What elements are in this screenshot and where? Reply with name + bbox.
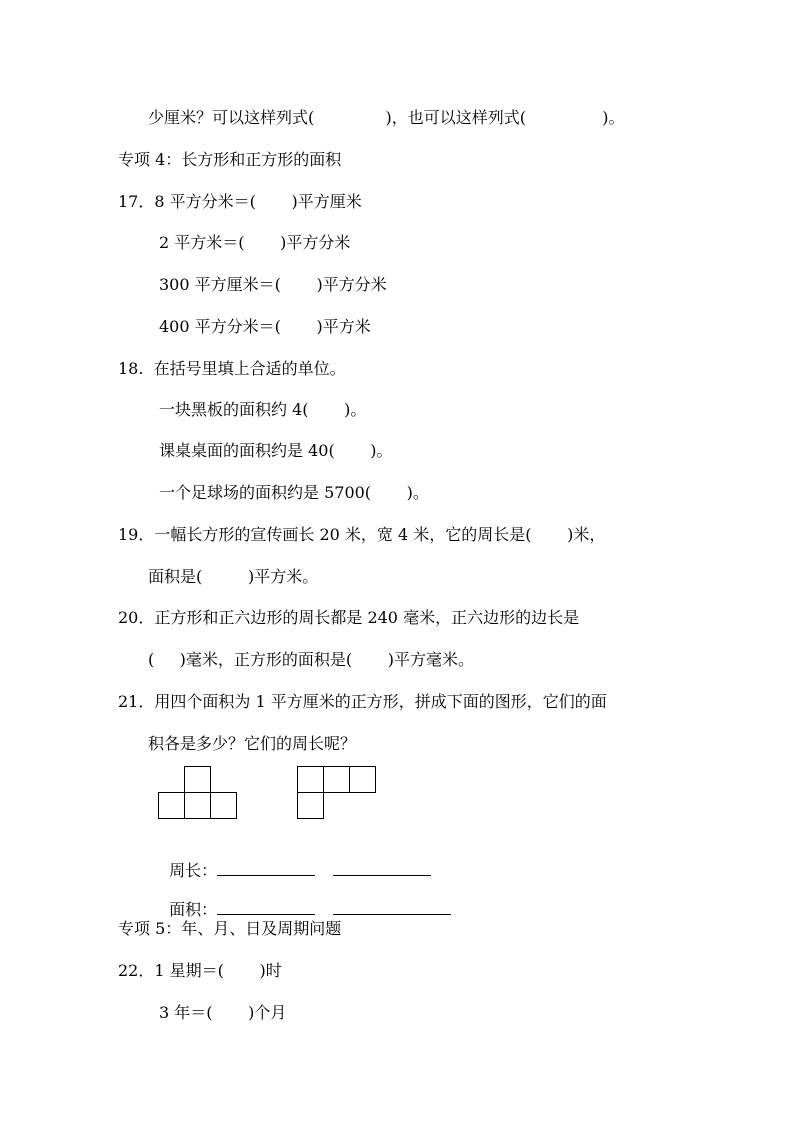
question-17-d: 400 平方分米＝( )平方米: [159, 317, 371, 336]
area-answer-1[interactable]: [217, 898, 315, 915]
question-20-b: ( )毫米，正方形的面积是( )平方毫米。: [148, 650, 475, 669]
square: [298, 767, 324, 793]
area-answer-2[interactable]: [333, 898, 451, 915]
figure-t-shape: [157, 764, 241, 822]
question-19-a: 19．一幅长方形的宣传画长 20 米，宽 4 米，它的周长是( )米，: [118, 525, 606, 544]
question-21-b: 积各是多少？它们的周长呢？: [148, 734, 357, 753]
square: [159, 793, 185, 819]
question-18: 18. 在括号里填上合适的单位。: [118, 359, 346, 378]
square: [211, 793, 237, 819]
question-22-b: 3 年＝( )个月: [159, 1003, 287, 1022]
square: [298, 793, 324, 819]
square: [324, 767, 350, 793]
square: [350, 767, 376, 793]
question-22-a: 22．1 星期＝( )时: [118, 961, 282, 980]
perimeter-label: 周长：: [169, 861, 218, 880]
question-21-a: 21．用四个面积为 1 平方厘米的正方形，拼成下面的图形，它们的面: [118, 692, 607, 711]
question-18-a: 一块黑板的面积约 4( )。: [159, 400, 367, 419]
square: [185, 793, 211, 819]
question-18-b: 课桌桌面的面积约是 40( )。: [159, 441, 393, 460]
question-19-b: 面积是( )平方米。: [148, 567, 319, 586]
perimeter-answer-2[interactable]: [333, 859, 431, 876]
section-5-title: 专项 5：年、月、日及周期问题: [118, 919, 342, 938]
question-20-a: 20．正方形和正六边形的周长都是 240 毫米，正六边形的边长是: [118, 608, 580, 627]
question-17-b: 2 平方米＝( )平方分米: [159, 233, 351, 252]
question-17-a: 17．8 平方分米＝( )平方厘米: [118, 192, 362, 211]
line-continuation: 少厘米？可以这样列式( )，也可以这样列式( )。: [148, 108, 625, 127]
area-row: [159, 876, 451, 921]
question-18-c: 一个足球场的面积约是 5700( )。: [159, 483, 429, 502]
figure-l-shape: [296, 764, 380, 822]
section-4-title: 专项 4：长方形和正方形的面积: [118, 150, 342, 169]
square: [185, 767, 211, 793]
question-17-c: 300 平方厘米＝( )平方分米: [159, 275, 387, 294]
area-label: 面积：: [169, 900, 218, 919]
perimeter-answer-1[interactable]: [217, 859, 315, 876]
